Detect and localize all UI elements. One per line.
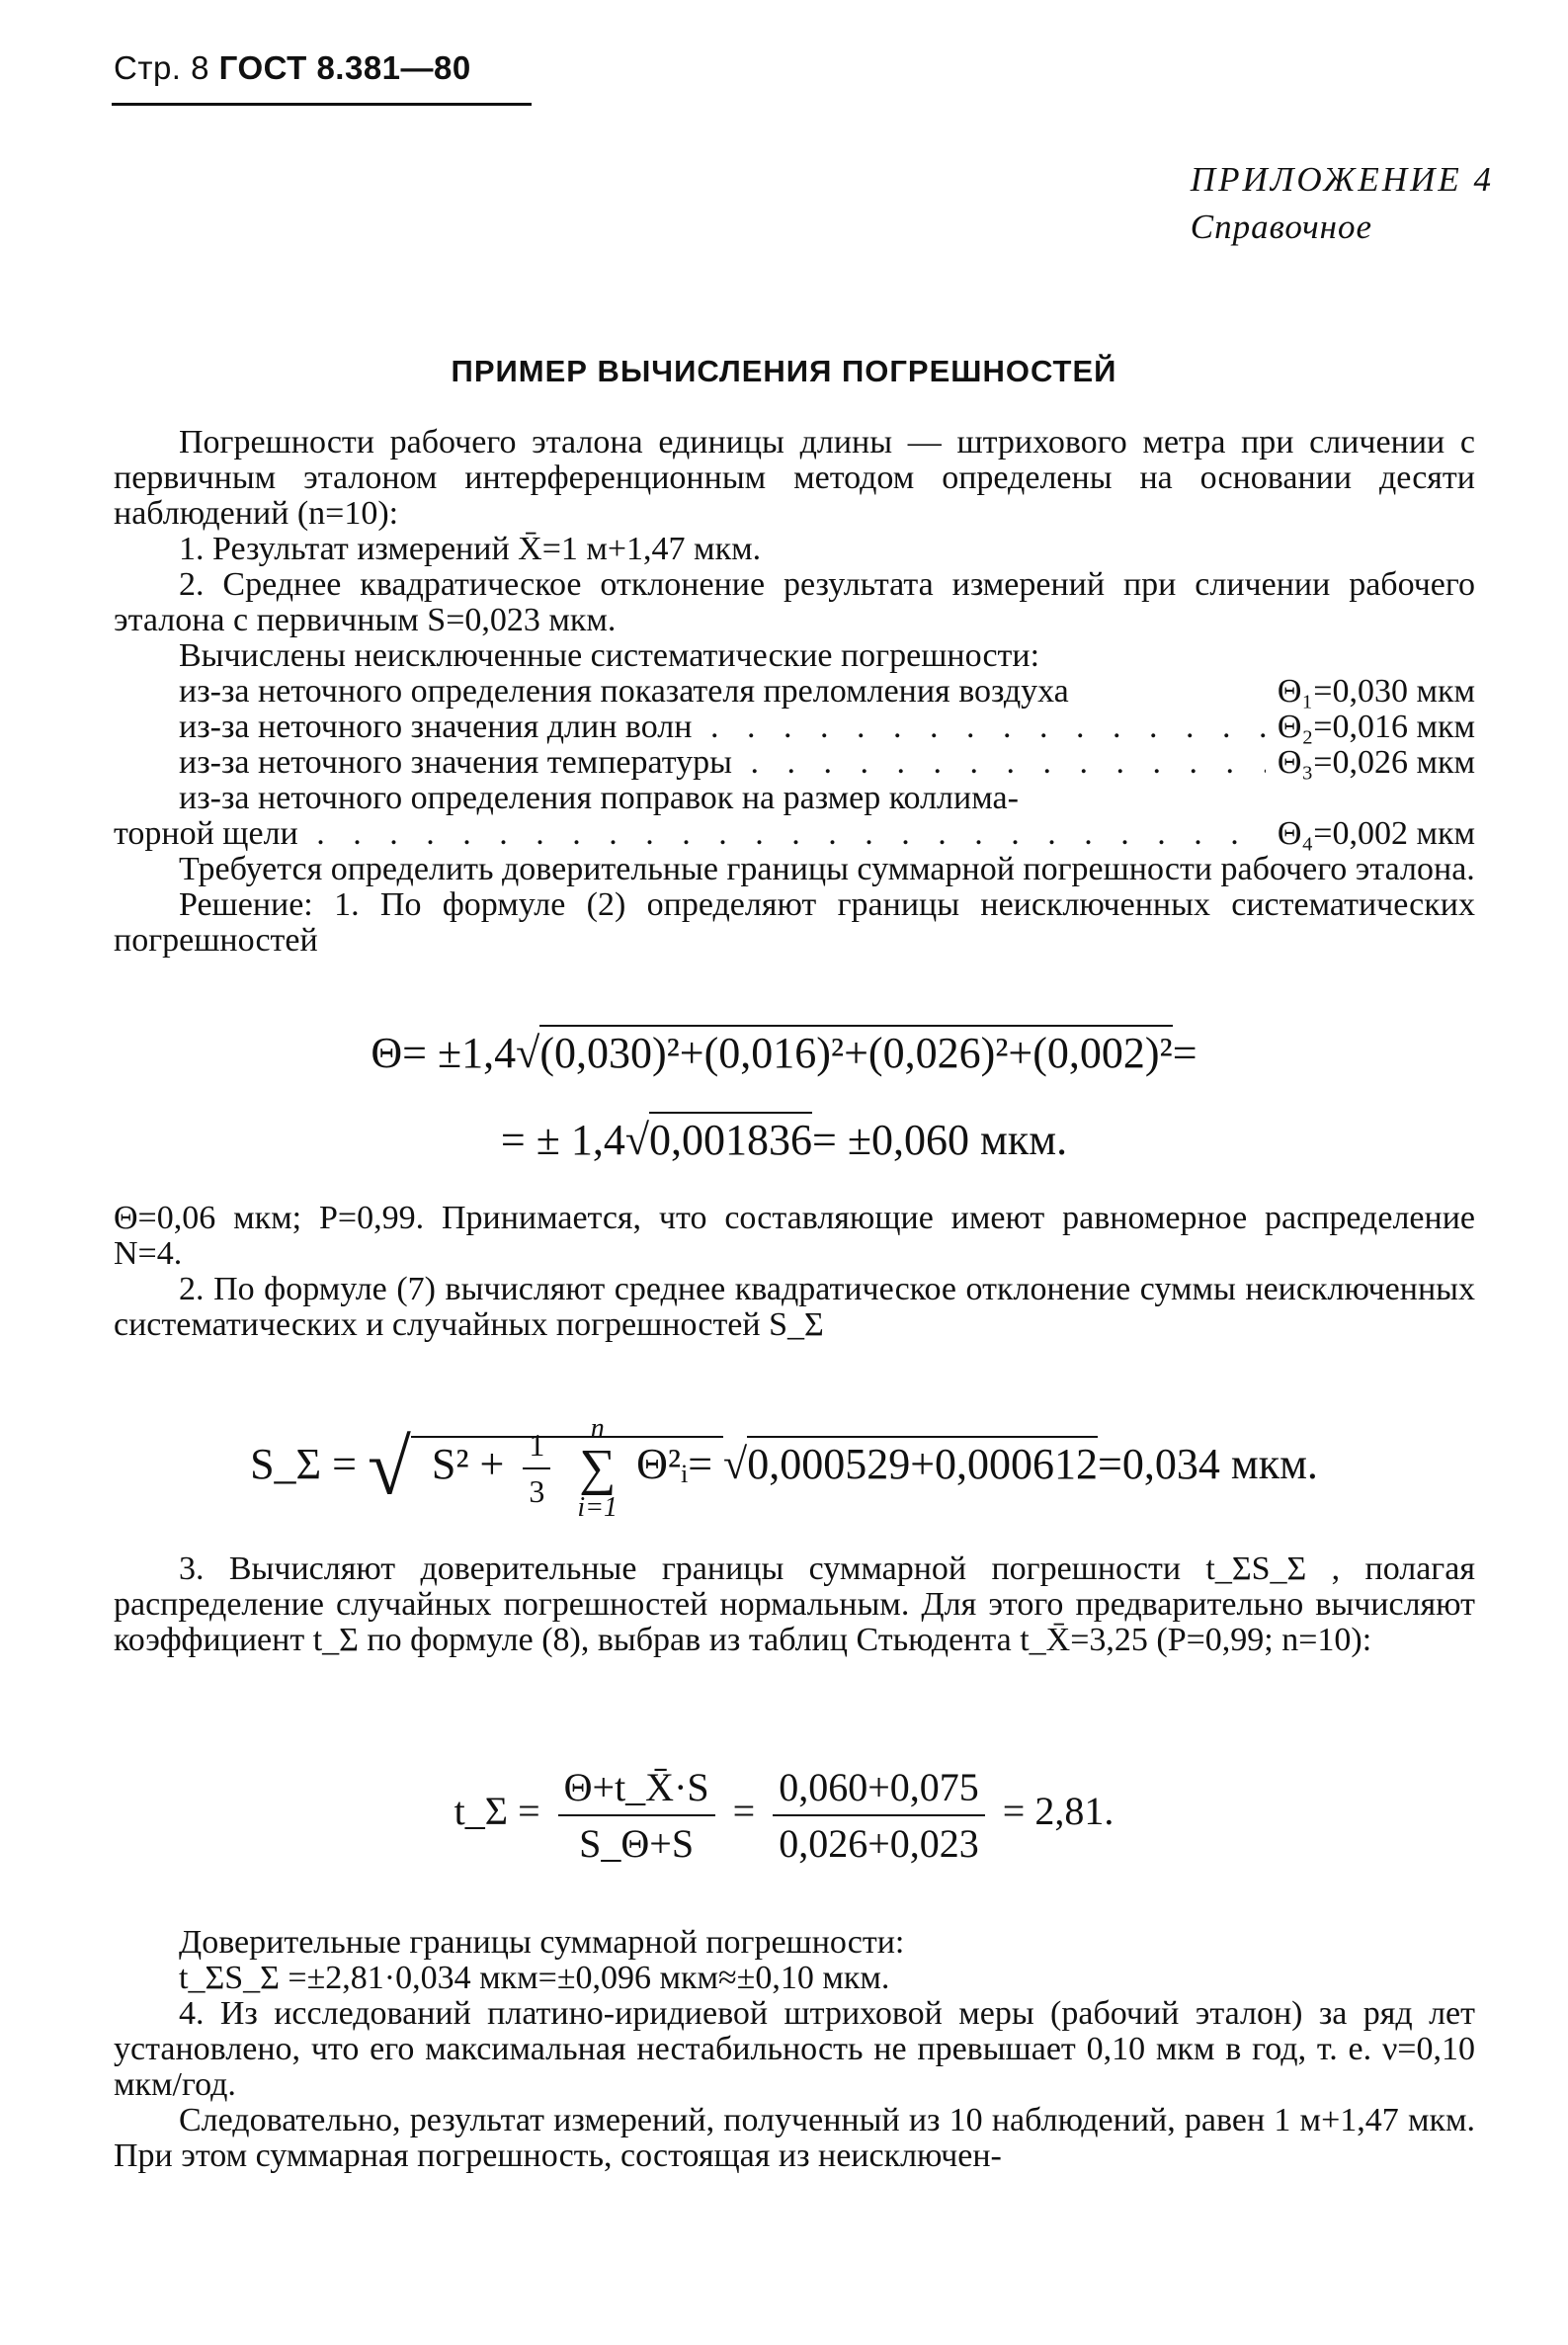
error-label-1: из-за неточного определения показателя преломления воздуха [179, 674, 1069, 710]
error-value-4: Θ₄=0,002 мкм [1277, 815, 1475, 852]
formula2-frac-den: 3 [529, 1473, 545, 1509]
error-label-2: из-за неточного значения длин волн . . . [179, 710, 1266, 745]
radical-sign: √ [516, 1029, 540, 1077]
formula2-sum [577, 1413, 618, 1524]
formula1-radicand-2: 0,001836 [649, 1112, 812, 1164]
error-label-4a: из-за неточного определения поправок на размер коллима- [179, 780, 1019, 816]
appendix-block [1191, 156, 1494, 251]
standard-code: ГОСТ 8.381—80 [218, 49, 471, 86]
requirement-paragraph: Требуется определить доверительные границы суммарной погрешности рабочего эталона. [179, 851, 1475, 887]
body-section-4 [114, 1925, 1475, 2174]
formula2-sum-top: n [590, 1413, 605, 1444]
conclusion-paragraph: Следовательно, результат измерений, полученный из 10 наблюдений, равен 1 м+1,47 мкм. При этом суммарная погрешность, состоящая из неисключен- [114, 2102, 1475, 2174]
body-section-3 [114, 1551, 1475, 1658]
radical-sign: √ [367, 1424, 411, 1512]
formula3-num1: Θ+t_X̄·S [558, 1764, 715, 1816]
sum-symbol: ∑ [579, 1440, 617, 1496]
error-value-1: Θ₁=0,030 мкм [1277, 673, 1475, 710]
error-value-3: Θ₃=0,026 мкм [1277, 744, 1475, 781]
solution-step-4: 4. Из исследований платино-иридиевой штриховой меры (рабочий эталон) за ряд лет установлено, что его максимальная нестабильность не превышает 0,10 мкм в год, т. е. ν=0,10 мкм/год. [114, 1995, 1475, 2103]
formula2-radicand: 0,000529+0,000612 [747, 1436, 1098, 1488]
formula3-lhs: t_Σ = [454, 1789, 540, 1834]
error-row-3 [114, 745, 1475, 781]
formula2-sum-bottom: i=1 [577, 1492, 619, 1523]
item-1: 1. Результат измерений X̄=1 м+1,47 мкм. [179, 531, 762, 567]
nonexcluded-intro: Вычислены неисключенные систематические погрешности: [179, 637, 1040, 674]
appendix-sublabel: Справочное [1190, 208, 1373, 246]
error-row-4 [114, 816, 1475, 852]
formula2-fraction [523, 1427, 550, 1510]
error-row-1 [114, 674, 1475, 710]
intro-paragraph: Погрешности рабочего эталона единицы длины — штрихового метра при сличении с первичным эталоном интерференционным методом определены на основании десяти наблюдений (n=10): [114, 424, 1475, 532]
formula1-result: = ±0,060 мкм. [812, 1116, 1068, 1164]
formula3-eq: = [732, 1789, 756, 1834]
formula1-lhs: Θ= ±1,4 [371, 1029, 517, 1077]
formula2-result: =0,034 мкм. [1098, 1440, 1318, 1489]
formula3-fraction-1 [558, 1764, 715, 1867]
formula2-radicand-outer [411, 1413, 723, 1523]
radical-sign: √ [624, 1116, 650, 1164]
header-rule [112, 103, 532, 106]
solution-step-3: 3. Вычисляют доверительные границы суммарной погрешности t_ΣS_Σ , полагая распределение случайных погрешностей нормальным. Для этого предварительно вычисляют коэффициент t_Σ по формуле (8), выбрав из таблиц Стьюдента t_X̄=3,25 (P=0,99; n=10): [114, 1550, 1475, 1658]
formula2-term: Θ²ᵢ= [636, 1440, 713, 1489]
formula3-den2: 0,026+0,023 [779, 1821, 979, 1866]
formula1-lhs-2: = ± 1,4 [500, 1116, 625, 1164]
body-section-1 [114, 425, 1475, 959]
formula-t-sigma [0, 1764, 1568, 1867]
formula3-num2: 0,060+0,075 [773, 1764, 985, 1816]
error-label-4b: торной щели . . . [114, 816, 1266, 852]
formula1-radicand: (0,030)²+(0,016)²+(0,026)²+(0,002)² [539, 1025, 1172, 1077]
page-header [114, 49, 471, 87]
solution-step-2: 2. По формуле (7) вычисляют среднее квадратическое отклонение суммы неисключенных систематических и случайных погрешностей S_Σ [114, 1271, 1475, 1343]
formula-theta-line-2 [0, 1115, 1568, 1165]
formula1-end: = [1172, 1029, 1197, 1077]
formula2-lhs: S_Σ = [250, 1440, 357, 1489]
formula2-frac-num: 1 [523, 1427, 550, 1469]
page-title: ПРИМЕР ВЫЧИСЛЕНИЯ ПОГРЕШНОСТЕЙ [451, 354, 1117, 388]
error-row-2 [114, 710, 1475, 745]
appendix-label: ПРИЛОЖЕНИЕ 4 [1190, 160, 1494, 199]
theta-result: Θ=0,06 мкм; P=0,99. Принимается, что составляющие имеют равномерное распределение N=4. [114, 1200, 1475, 1272]
error-label-3: из-за неточного значения температуры . . . [179, 745, 1266, 781]
item-2: 2. Среднее квадратическое отклонение результата измерений при сличении рабочего эталона с первичным S=0,023 мкм. [114, 566, 1475, 638]
confidence-value: t_ΣS_Σ =±2,81·0,034 мкм=±0,096 мкм≈±0,10 мкм. [179, 1960, 890, 1996]
formula3-result: = 2,81. [1002, 1789, 1114, 1834]
formula-theta-line-1 [0, 1028, 1568, 1078]
formula3-fraction-2 [773, 1764, 985, 1867]
radical-sign: √ [723, 1440, 748, 1489]
formula3-den1: S_Θ+S [579, 1821, 695, 1866]
formula-s-sigma [0, 1413, 1568, 1524]
body-section-2 [114, 1201, 1475, 1343]
solution-step-1: Решение: 1. По формуле (2) определяют границы неисключенных систематических погрешностей [114, 886, 1475, 959]
confidence-intro: Доверительные границы суммарной погрешности: [179, 1924, 905, 1961]
page-number: Стр. 8 [114, 49, 209, 86]
error-value-2: Θ₂=0,016 мкм [1277, 709, 1475, 745]
formula2-s2: S² + [431, 1440, 505, 1489]
